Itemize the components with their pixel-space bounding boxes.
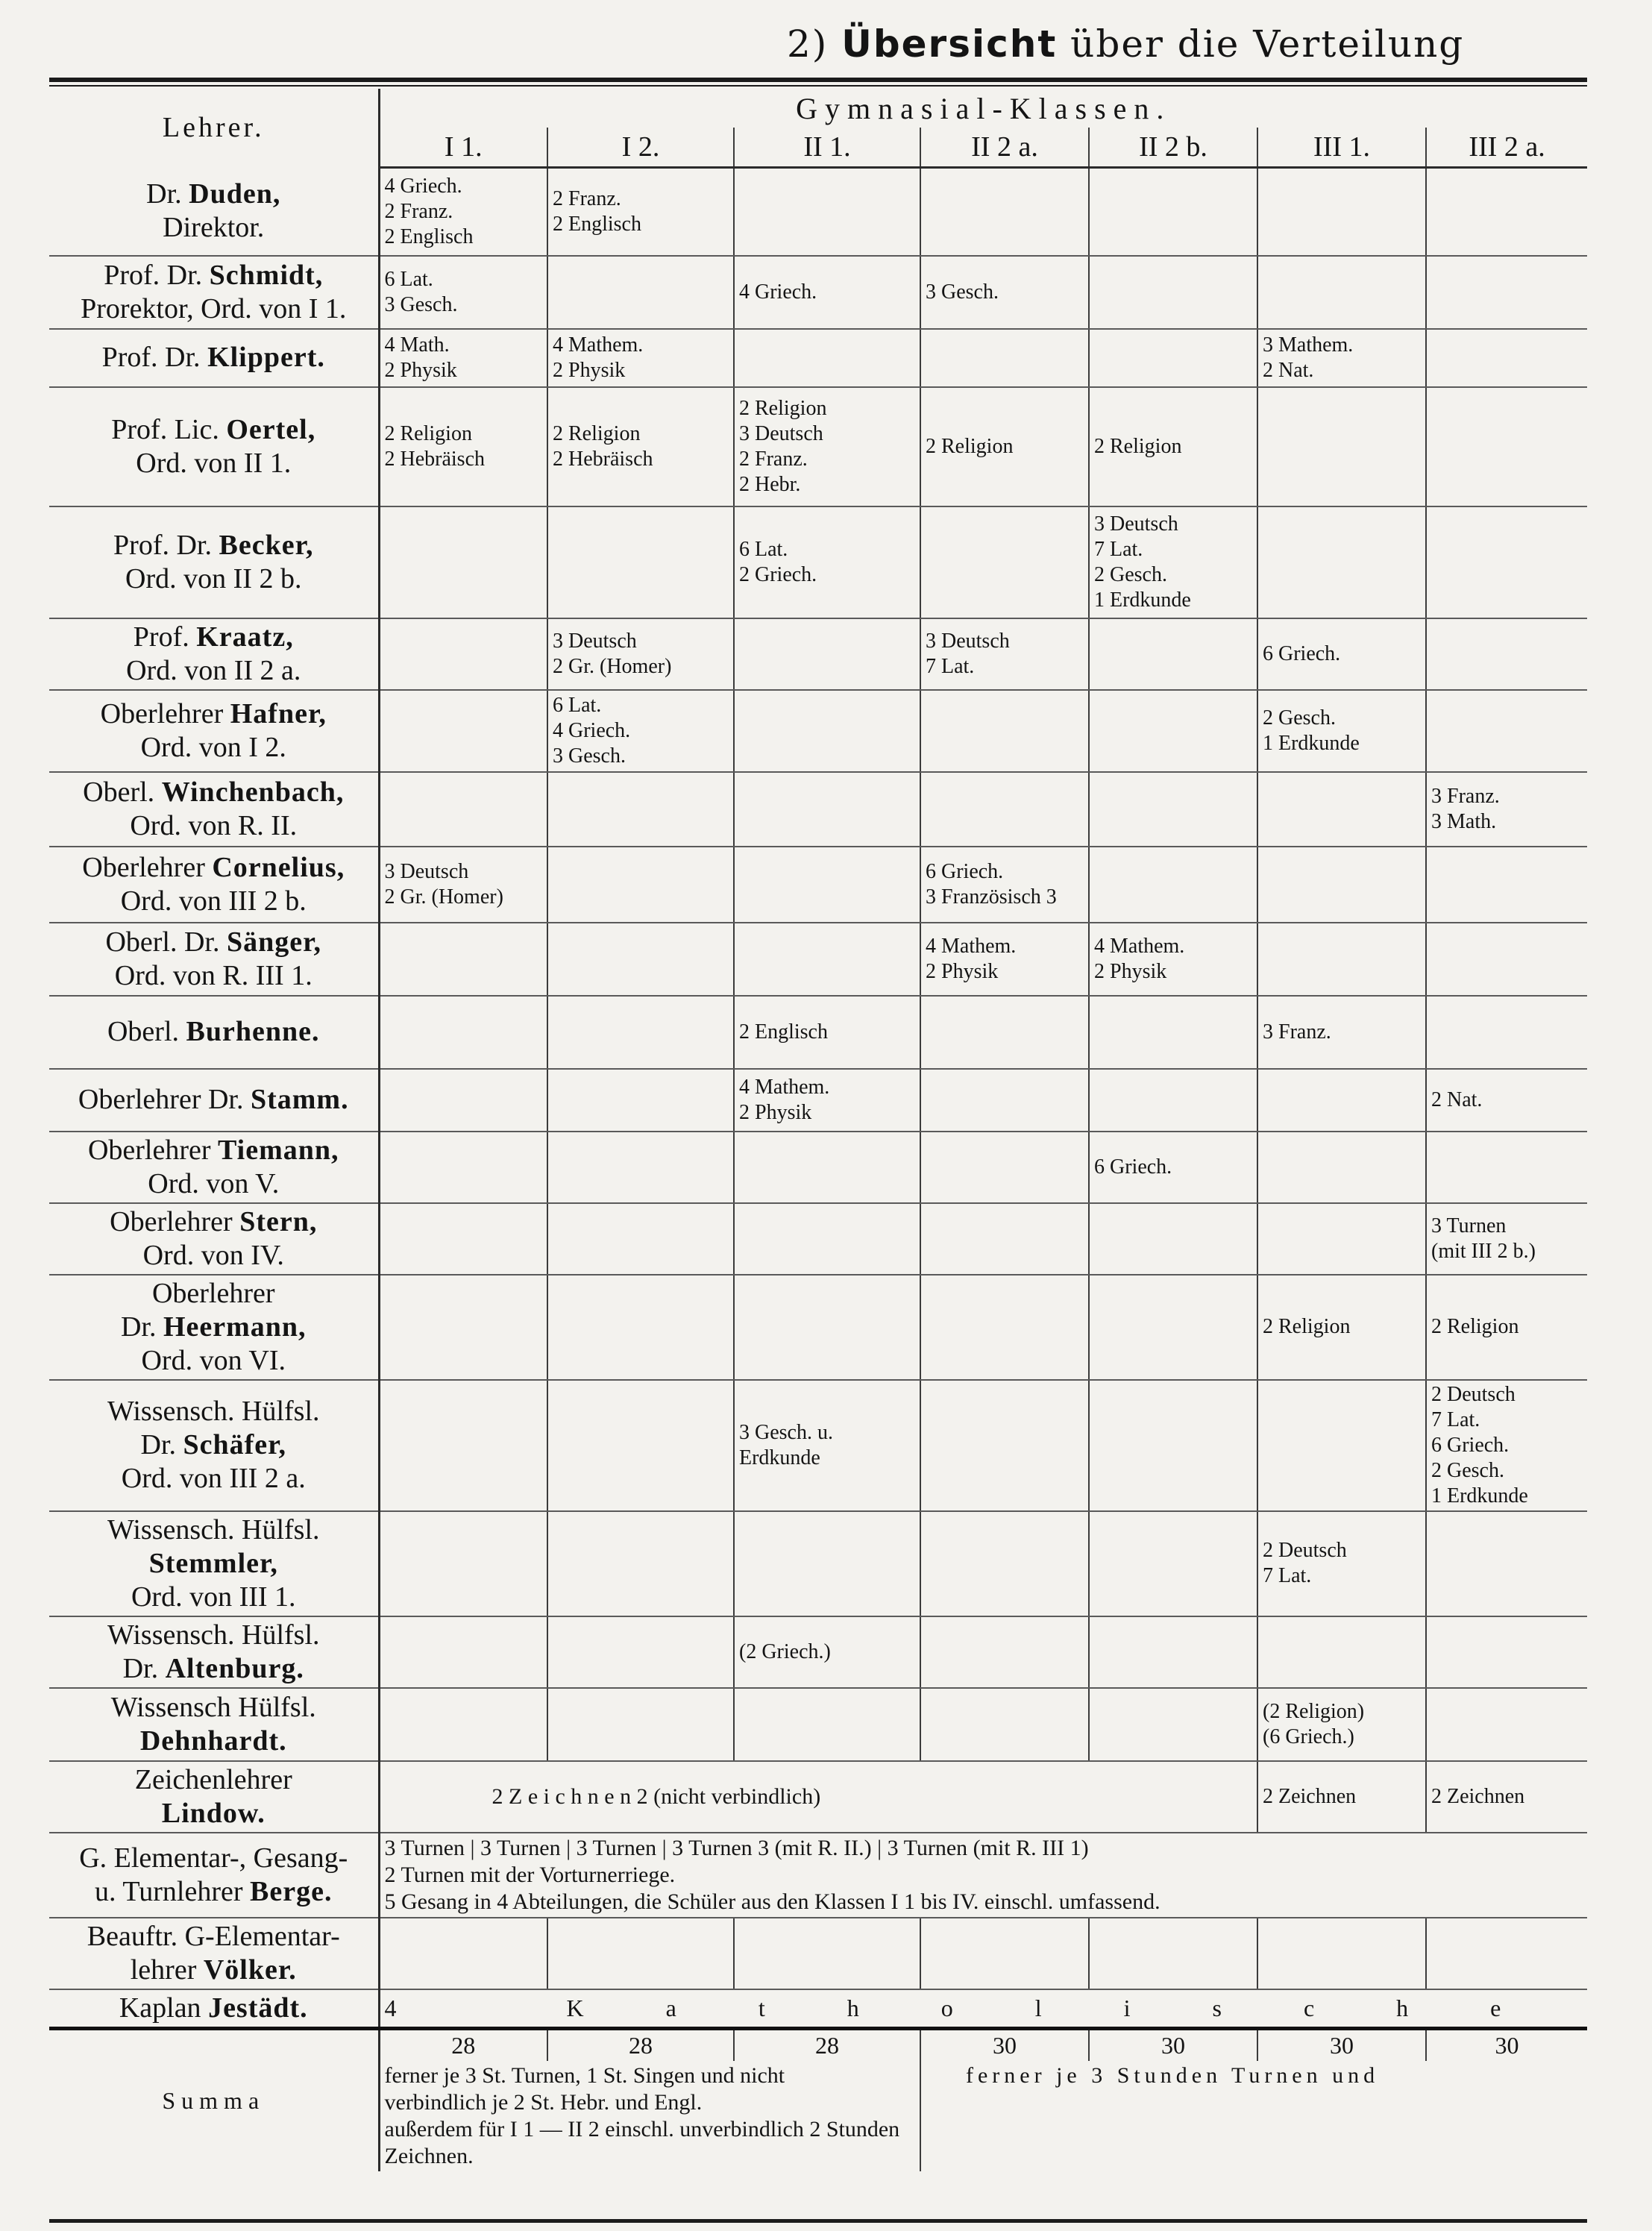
teacher-role: Ord. von V. (148, 1167, 280, 1199)
subject-cell: (2 Griech.) (734, 1616, 920, 1688)
subject-cell (1426, 618, 1587, 690)
teacher-title: Prof. (133, 621, 189, 653)
subject-cell (920, 329, 1089, 387)
subject-cell: 2 Zeichnen (1426, 1761, 1587, 1833)
berge-span (379, 1833, 1587, 1918)
subject-cell: 3 Mathem. 2 Nat. (1257, 329, 1426, 387)
teacher-row (49, 1688, 1587, 1761)
teacher-row-voelker (49, 1918, 1587, 1989)
teacher-row (49, 506, 1587, 618)
subject-cell (1426, 1918, 1587, 1989)
subject-cell (547, 1069, 734, 1132)
teacher-cell (49, 1069, 379, 1132)
teacher-name: Duden, (189, 178, 281, 210)
subject-cell (734, 772, 920, 847)
teacher-name: Hafner, (230, 697, 327, 729)
heading-strong: Übersicht (841, 22, 1058, 66)
teacher-role: Ord. von II 1. (136, 447, 292, 479)
subject-cell (547, 1380, 734, 1511)
subject-cell (1257, 1132, 1426, 1203)
teacher-title: G. Elementar-, Gesang- (79, 1842, 348, 1874)
subject-cell: 6 Lat. 2 Griech. (734, 506, 920, 618)
subject-cell: 4 Mathem. 2 Physik (920, 923, 1089, 996)
berge-line: 5 Gesang in 4 Abteilungen, die Schüler aus den Klassen I 1 bis IV. einschl. umfassend. (384, 1889, 1161, 1914)
teacher-name: Sänger, (227, 926, 322, 958)
summa-row (49, 2028, 1587, 2061)
teacher-cell (49, 168, 379, 256)
summa-value: 28 (379, 2028, 547, 2061)
subject-cell (547, 1132, 734, 1203)
subject-cell: 3 Deutsch 2 Gr. (Homer) (379, 847, 547, 923)
teacher-cell (49, 506, 379, 618)
subject-cell (1426, 690, 1587, 772)
class-header: I 1. (379, 128, 547, 168)
subject-cell (920, 1688, 1089, 1761)
subject-cell: 6 Griech. (1257, 618, 1426, 690)
teacher-name: Winchenbach, (161, 776, 345, 808)
subject-cell: 2 Deutsch 7 Lat. (1257, 1511, 1426, 1616)
summa-note-right: ferner je 3 Stunden Turnen und (920, 2061, 1587, 2171)
teacher-row (49, 690, 1587, 772)
subject-cell: 4 Griech. 2 Franz. 2 Englisch (379, 168, 547, 256)
teacher-row (49, 387, 1587, 506)
subject-cell (920, 1275, 1089, 1380)
subject-cell: 2 Religion (920, 387, 1089, 506)
subject-cell (1089, 1511, 1257, 1616)
teacher-cell (49, 1989, 379, 2029)
teacher-role: Ord. von III 2 b. (120, 885, 307, 917)
subject-cell (547, 923, 734, 996)
teacher-title: Oberlehrer Dr. (78, 1084, 244, 1115)
subject-cell (379, 1511, 547, 1616)
bottom-rule (49, 2219, 1587, 2223)
teacher-title: Dr. (146, 178, 182, 210)
subject-cell (379, 1069, 547, 1132)
teacher-row (49, 1511, 1587, 1616)
subject-cell: 2 Religion 2 Hebräisch (379, 387, 547, 506)
subject-cell (734, 1918, 920, 1989)
teacher-row (49, 923, 1587, 996)
subject-cell (1426, 168, 1587, 256)
subject-cell: 3 Gesch. (920, 256, 1089, 329)
teacher-title: Kaplan (119, 1992, 201, 2024)
subject-cell (734, 1275, 920, 1380)
subject-cell (920, 1132, 1089, 1203)
subject-cell (920, 996, 1089, 1069)
subject-cell: 4 Griech. (734, 256, 920, 329)
subject-cell (1426, 329, 1587, 387)
subject-cell (734, 168, 920, 256)
subject-cell (1089, 690, 1257, 772)
class-header: II 1. (734, 128, 920, 168)
teacher-cell (49, 387, 379, 506)
subject-cell (734, 923, 920, 996)
top-rule (49, 78, 1587, 82)
teacher-title: Oberlehrer (110, 1205, 233, 1237)
teacher-role: Prorektor, Ord. von I 1. (81, 292, 347, 324)
subject-cell (1257, 1918, 1426, 1989)
subject-cell: 3 Gesch. u. Erdkunde (734, 1380, 920, 1511)
subject-cell (379, 1616, 547, 1688)
subject-cell (1426, 996, 1587, 1069)
subject-cell: 2 Deutsch 7 Lat. 6 Griech. 2 Gesch. 1 Erdkunde (1426, 1380, 1587, 1511)
subject-cell: 6 Lat. 3 Gesch. (379, 256, 547, 329)
header-row-group (49, 89, 1587, 128)
teacher-cell (49, 1132, 379, 1203)
teacher-title: Oberlehrer Dr. (120, 1277, 275, 1343)
teacher-row (49, 847, 1587, 923)
subject-cell (920, 772, 1089, 847)
lehrer-header: Lehrer. (49, 89, 379, 168)
teacher-title: Prof. Dr. (104, 259, 203, 291)
teacher-row (49, 256, 1587, 329)
subject-cell: 4 Math. 2 Physik (379, 329, 547, 387)
subject-cell: 2 Religion (1089, 387, 1257, 506)
teacher-title: Oberlehrer (100, 697, 224, 729)
teacher-title: Oberl. Dr. (105, 926, 220, 958)
subject-cell: (2 Religion) (6 Griech.) (1257, 1688, 1426, 1761)
teacher-title: Oberl. (107, 1016, 180, 1047)
summa-value: 30 (1257, 2028, 1426, 2061)
teacher-title: Oberlehrer (87, 1134, 211, 1166)
teacher-title: Beauftr. G-Elementar- (87, 1920, 340, 1952)
teacher-title: u. Turnlehrer (95, 1875, 243, 1907)
subject-cell: 2 Religion (1257, 1275, 1426, 1380)
teacher-title: Wissensch. Hülfsl. Dr. (107, 1396, 320, 1460)
teacher-row (49, 1069, 1587, 1132)
page-heading (787, 22, 1464, 66)
teacher-row (49, 1275, 1587, 1380)
subject-cell (1426, 506, 1587, 618)
class-header: II 2 b. (1089, 128, 1257, 168)
subject-cell (547, 256, 734, 329)
teacher-name: Stern, (239, 1205, 318, 1237)
teacher-name: Tiemann, (218, 1134, 339, 1166)
subject-cell (1426, 1132, 1587, 1203)
teacher-name: Stemmler, (148, 1547, 278, 1579)
subject-cell (1426, 847, 1587, 923)
subject-cell: 3 Deutsch 7 Lat. (920, 618, 1089, 690)
teacher-role: Ord. von III 1. (131, 1581, 296, 1613)
teacher-cell (49, 1761, 379, 1833)
teacher-role: Ord. von II 2 b. (125, 562, 302, 594)
berge-line: 3 Turnen | 3 Turnen | 3 Turnen | 3 Turnen 3 (mit R. II.) | 3 Turnen (mit R. III 1) (384, 1835, 1089, 1860)
heading-rest: über die Verteilung (1070, 22, 1465, 66)
subject-cell: 2 Religion (1426, 1275, 1587, 1380)
subject-cell (1089, 1069, 1257, 1132)
subject-cell (1089, 1688, 1257, 1761)
subject-cell: 3 Deutsch 2 Gr. (Homer) (547, 618, 734, 690)
subject-cell (1089, 618, 1257, 690)
subject-cell (547, 1918, 734, 1989)
berge-line: 2 Turnen mit der Vorturnerriege. (384, 1862, 676, 1887)
subject-cell (1257, 506, 1426, 618)
subject-cell (379, 618, 547, 690)
teacher-row-lindow (49, 1761, 1587, 1833)
subject-cell (1089, 1203, 1257, 1275)
class-header: III 1. (1257, 128, 1426, 168)
subject-cell (1089, 1616, 1257, 1688)
teacher-cell (49, 1918, 379, 1989)
teacher-name: Schmidt, (209, 259, 324, 291)
subject-cell (1426, 387, 1587, 506)
subject-cell (1426, 1511, 1587, 1616)
subject-cell: 3 Deutsch 7 Lat. 2 Gesch. 1 Erdkunde (1089, 506, 1257, 618)
subject-cell (1257, 1380, 1426, 1511)
subject-cell (920, 1380, 1089, 1511)
subject-cell: 6 Griech. 3 Französisch 3 (920, 847, 1089, 923)
subject-cell (734, 847, 920, 923)
teacher-title: Wissensch. Hülfsl. (107, 1513, 320, 1546)
subject-cell (379, 1275, 547, 1380)
teacher-row (49, 1132, 1587, 1203)
subject-cell (920, 1069, 1089, 1132)
subject-cell: 4 Mathem. 2 Physik (547, 329, 734, 387)
class-header: III 2 a. (1426, 128, 1587, 168)
subject-cell (379, 1203, 547, 1275)
teacher-name: Cornelius, (212, 851, 345, 883)
teacher-cell (49, 1833, 379, 1918)
subject-cell (734, 690, 920, 772)
teacher-title: Oberlehrer (82, 851, 205, 883)
teacher-cell (49, 256, 379, 329)
teacher-row (49, 996, 1587, 1069)
teacher-row-jestaedt (49, 1989, 1587, 2029)
subject-cell (920, 1616, 1089, 1688)
subject-cell (920, 1203, 1089, 1275)
teacher-name: Oertel, (226, 413, 316, 445)
subject-cell (920, 1511, 1089, 1616)
summa-value: 30 (1426, 2028, 1587, 2061)
teacher-name: Jestädt. (208, 1992, 308, 2024)
subject-cell: 2 Religion 3 Deutsch 2 Franz. 2 Hebr. (734, 387, 920, 506)
subject-cell (1089, 772, 1257, 847)
teacher-role: Ord. von I 2. (140, 731, 286, 763)
teacher-row (49, 618, 1587, 690)
subject-cell: 2 Religion 2 Hebräisch (547, 387, 734, 506)
teacher-role: Ord. von II 2 a. (126, 654, 301, 686)
teacher-name: Altenburg. (165, 1652, 304, 1684)
teacher-title: Zeichenlehrer (134, 1763, 292, 1795)
subject-cell (547, 1203, 734, 1275)
subject-cell (1089, 1380, 1257, 1511)
subject-cell (734, 1132, 920, 1203)
subject-cell (1257, 847, 1426, 923)
subject-cell (547, 1511, 734, 1616)
summa-value: 28 (547, 2028, 734, 2061)
subject-cell (1257, 256, 1426, 329)
subject-cell (547, 1688, 734, 1761)
teacher-cell (49, 618, 379, 690)
subject-cell (1257, 1616, 1426, 1688)
subject-cell: 2 Nat. (1426, 1069, 1587, 1132)
subject-cell (379, 1918, 547, 1989)
subject-cell (379, 923, 547, 996)
subject-cell (1089, 847, 1257, 923)
subject-cell (1089, 1918, 1257, 1989)
teacher-name: Becker, (219, 529, 314, 561)
subject-cell (734, 1688, 920, 1761)
subject-cell (1426, 256, 1587, 329)
teacher-cell (49, 1380, 379, 1511)
teacher-name: Heermann, (163, 1311, 307, 1343)
teacher-name: Schäfer, (183, 1429, 287, 1460)
subject-cell (547, 847, 734, 923)
summa-note-left: ferner je 3 St. Turnen, 1 St. Singen und nicht verbindlich je 2 St. Hebr. und Engl. außerdem für I 1 — II 2 einschl. unverbindlich 2 Stunden Zeichnen. (384, 2062, 900, 2168)
teacher-title: Wissensch. Hülfsl. Dr. (107, 1619, 320, 1684)
teacher-cell (49, 923, 379, 996)
gymnasial-klassen-header: Gymnasial-Klassen. (379, 89, 1587, 128)
teacher-title: Oberl. (83, 776, 155, 808)
teacher-name: Berge. (250, 1875, 333, 1907)
subject-cell: 2 Gesch. 1 Erdkunde (1257, 690, 1426, 772)
teacher-title: Wissensch Hülfsl. (110, 1691, 316, 1723)
subject-cell (379, 1132, 547, 1203)
subject-cell (1089, 996, 1257, 1069)
subject-cell (1257, 923, 1426, 996)
teacher-name: Dehnhardt. (139, 1725, 287, 1757)
subject-cell (920, 506, 1089, 618)
subject-cell (1426, 1688, 1587, 1761)
subject-cell (379, 690, 547, 772)
heading-number: 2) (787, 22, 829, 66)
subject-cell: 3 Franz. (1257, 996, 1426, 1069)
teacher-row (49, 168, 1587, 256)
subject-cell: 3 Turnen (mit III 2 b.) (1426, 1203, 1587, 1275)
katholische-span: 4 Katholische (379, 1989, 1587, 2029)
summa-value: 30 (920, 2028, 1089, 2061)
subject-cell (1257, 168, 1426, 256)
teacher-role: Ord. von R. III 1. (114, 959, 313, 991)
teacher-title: Prof. Lic. (111, 413, 219, 445)
subject-cell (920, 690, 1089, 772)
subject-cell (1426, 923, 1587, 996)
teacher-row (49, 1380, 1587, 1511)
subject-cell (547, 1275, 734, 1380)
subject-cell (734, 618, 920, 690)
subject-cell (547, 1616, 734, 1688)
subject-cell (1089, 256, 1257, 329)
top-rule-thin (49, 85, 1587, 87)
teacher-name: Völker. (203, 1954, 297, 1986)
subject-cell (1257, 1203, 1426, 1275)
subject-cell: 6 Griech. (1089, 1132, 1257, 1203)
subject-cell (379, 772, 547, 847)
teacher-row (49, 772, 1587, 847)
teacher-cell (49, 690, 379, 772)
teacher-name: Lindow. (161, 1797, 266, 1829)
teacher-role: Ord. von R. II. (130, 809, 298, 841)
teacher-cell (49, 1511, 379, 1616)
subject-cell (1426, 1616, 1587, 1688)
subject-cell (547, 772, 734, 847)
summa-value: 28 (734, 2028, 920, 2061)
subject-cell: 2 Franz. 2 Englisch (547, 168, 734, 256)
teacher-row (49, 1616, 1587, 1688)
teacher-role: Ord. von III 2 a. (121, 1463, 306, 1494)
teacher-role: Direktor. (163, 212, 265, 243)
teacher-title: Prof. Dr. (101, 342, 201, 373)
subject-cell: 2 Englisch (734, 996, 920, 1069)
subject-cell (379, 1688, 547, 1761)
teacher-role: Ord. von IV. (142, 1239, 284, 1271)
teacher-cell (49, 1688, 379, 1761)
teacher-title: lehrer (130, 1954, 197, 1986)
class-header: I 2. (547, 128, 734, 168)
teacher-cell (49, 996, 379, 1069)
teacher-name: Stamm. (250, 1084, 349, 1115)
teacher-name: Kraatz, (196, 621, 294, 653)
teacher-name: Klippert. (207, 342, 325, 373)
subject-cell (734, 329, 920, 387)
subject-cell (379, 1380, 547, 1511)
subject-cell (920, 1918, 1089, 1989)
subject-cell: 2 Zeichnen (1257, 1761, 1426, 1833)
subject-cell (734, 1511, 920, 1616)
teacher-role: Ord. von VI. (141, 1344, 286, 1376)
subject-cell (379, 506, 547, 618)
subject-cell: 3 Franz. 3 Math. (1426, 772, 1587, 847)
teacher-name: Burhenne. (186, 1016, 320, 1047)
subject-cell: 6 Lat. 4 Griech. 3 Gesch. (547, 690, 734, 772)
subject-cell: 4 Mathem. 2 Physik (734, 1069, 920, 1132)
summa-value: 30 (1089, 2028, 1257, 2061)
teacher-cell (49, 1203, 379, 1275)
subject-cell (1257, 772, 1426, 847)
subject-cell (920, 168, 1089, 256)
teacher-cell (49, 1616, 379, 1688)
subject-cell (379, 996, 547, 1069)
teacher-title: Prof. Dr. (113, 529, 212, 561)
subject-cell (1089, 168, 1257, 256)
teacher-row (49, 329, 1587, 387)
subject-cell (1089, 329, 1257, 387)
distribution-table (49, 89, 1587, 2171)
subject-cell (547, 506, 734, 618)
teacher-cell (49, 847, 379, 923)
subject-cell (1089, 1275, 1257, 1380)
teacher-cell (49, 329, 379, 387)
summa-label: Summa (49, 2028, 379, 2171)
subject-cell (547, 996, 734, 1069)
subject-cell (1257, 1069, 1426, 1132)
subject-cell (1257, 387, 1426, 506)
subject-cell: 4 Mathem. 2 Physik (1089, 923, 1257, 996)
teacher-cell (49, 1275, 379, 1380)
class-header: II 2 a. (920, 128, 1089, 168)
subject-cell (734, 1203, 920, 1275)
teacher-row-berge (49, 1833, 1587, 1918)
teacher-cell (49, 772, 379, 847)
teacher-row (49, 1203, 1587, 1275)
zeichnen-span: 2 Z e i c h n e n 2 (nicht verbindlich) (379, 1761, 1257, 1833)
